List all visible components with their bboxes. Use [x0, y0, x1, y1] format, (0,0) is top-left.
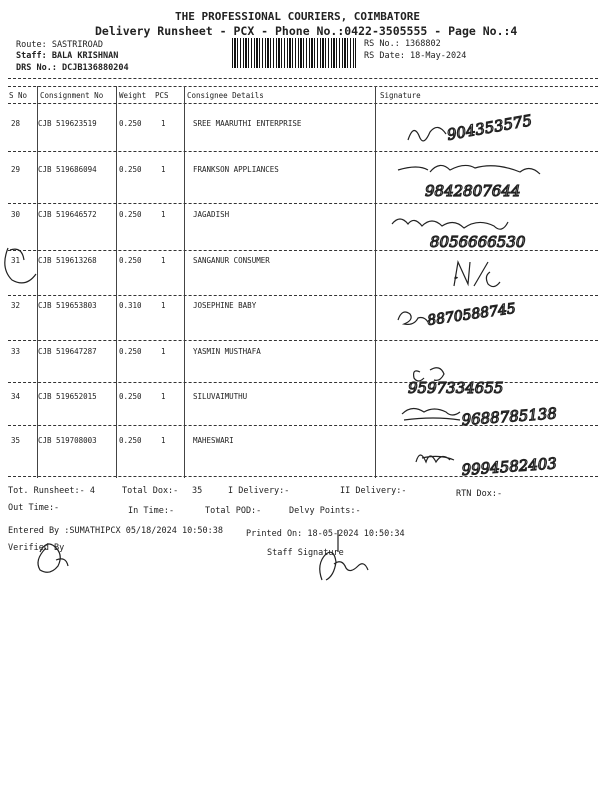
row-pcs: 1	[161, 119, 166, 128]
signature-row-32	[398, 301, 517, 329]
row-sno: 31	[11, 256, 21, 265]
row-weight: 0.250	[119, 256, 142, 265]
row-consignee: JOSEPHINE BABY	[193, 301, 257, 310]
row-consignee: FRANKSON APPLIANCES	[193, 165, 279, 174]
delvy-points: Delvy Points:-	[289, 506, 361, 516]
row-consignment: CJB 519613268	[38, 256, 97, 265]
col-header-consignment: Consignment No	[40, 91, 104, 100]
row-weight: 0.250	[119, 119, 142, 128]
signature-row-33	[408, 368, 503, 397]
total-dox-label: Total Dox:-	[122, 486, 179, 496]
signature-row-29	[398, 165, 540, 200]
row-consignee: YASMIN MUSTHAFA	[193, 347, 261, 356]
col-header-sno: S No	[9, 91, 28, 100]
staff-signature-label: Staff Signature	[267, 548, 344, 558]
row-sno: 29	[11, 165, 21, 174]
handwritten-phone: 9842807644	[425, 182, 521, 200]
signature-row-31	[5, 248, 500, 287]
row-consignee: SANGANUR CONSUMER	[193, 256, 270, 265]
row-sno: 30	[11, 210, 21, 219]
runsheet-title: Delivery Runsheet - PCX - Phone No.:0422-3505555 - Page No.:4	[95, 24, 518, 38]
handwritten-phone: 904353575	[445, 111, 534, 144]
entered-by: Entered By :SUMATHIPCX 05/18/2024 10:50:38	[8, 526, 223, 536]
handwritten-phone: 8056666530	[430, 233, 526, 251]
row-consignment: CJB 519652015	[38, 392, 97, 401]
signature-row-35	[416, 454, 557, 479]
col-header-consignee: Consignee Details	[187, 91, 264, 100]
verified-by: Verified By	[8, 543, 65, 553]
signature-row-34	[402, 404, 557, 429]
ii-delivery: II Delivery:-	[340, 486, 407, 496]
row-consignment: CJB 519653803	[38, 301, 97, 310]
route-label: Route: SASTRIROAD	[16, 40, 103, 50]
total-dox-value: 35	[192, 486, 203, 496]
row-consignment: CJB 519686094	[38, 165, 97, 174]
col-header-pcs: PCS	[155, 91, 169, 100]
row-pcs: 1	[161, 347, 166, 356]
row-sno: 33	[11, 347, 21, 356]
row-consignee: SILUVAIMUTHU	[193, 392, 248, 401]
row-sno: 32	[11, 301, 21, 310]
row-pcs: 1	[161, 256, 166, 265]
rs-number: RS No.: 1368802	[364, 39, 441, 49]
col-header-signature: Signature	[380, 91, 421, 100]
handwritten-phone: 9994582403	[461, 454, 558, 479]
row-weight: 0.250	[119, 436, 142, 445]
handwritten-phone: 9597334655	[408, 379, 504, 397]
row-weight: 0.250	[119, 165, 142, 174]
row-weight: 0.250	[119, 210, 142, 219]
row-sno: 34	[11, 392, 21, 401]
company-name: THE PROFESSIONAL COURIERS, COIMBATORE	[175, 10, 421, 23]
out-time: Out Time:-	[8, 503, 60, 513]
total-pod: Total POD:-	[205, 506, 262, 516]
tot-runsheet: Tot. Runsheet:- 4	[8, 486, 95, 496]
drs-number: DRS No.: DCJB136880204	[16, 63, 129, 73]
handwritten-phone: 8870588745	[426, 300, 517, 329]
handwritten-note: N/C	[455, 278, 457, 279]
row-consignment: CJB 519708003	[38, 436, 97, 445]
i-delivery: I Delivery:-	[228, 486, 290, 496]
row-pcs: 1	[161, 392, 166, 401]
signature-row-30	[392, 219, 526, 251]
row-weight: 0.250	[119, 392, 142, 401]
row-consignment: CJB 519647287	[38, 347, 97, 356]
row-consignment: CJB 519646572	[38, 210, 97, 219]
row-pcs: 1	[161, 436, 166, 445]
signature-row-28	[408, 111, 533, 144]
in-time: In Time:-	[128, 506, 175, 516]
row-weight: 0.310	[119, 301, 142, 310]
printed-on: Printed On: 18-05-2024 10:50:34	[246, 529, 405, 539]
handwritten-phone: 9688785138	[461, 404, 558, 429]
row-consignment: CJB 519623519	[38, 119, 97, 128]
row-pcs: 1	[161, 165, 166, 174]
row-sno: 28	[11, 119, 21, 128]
rs-date: RS Date: 18-May-2024	[364, 51, 467, 61]
staff-label: Staff: BALA KRISHNAN	[16, 51, 119, 61]
row-pcs: 1	[161, 301, 166, 310]
row-weight: 0.250	[119, 347, 142, 356]
row-consignee: JAGADISH	[193, 210, 230, 219]
row-consignee: MAHESWARI	[193, 436, 234, 445]
row-consignee: SREE MAARUTHI ENTERPRISE	[193, 119, 302, 128]
row-pcs: 1	[161, 210, 166, 219]
col-header-weight: Weight	[119, 91, 147, 100]
rtn-dox: RTN Dox:-	[456, 489, 503, 499]
row-sno: 35	[11, 436, 21, 445]
